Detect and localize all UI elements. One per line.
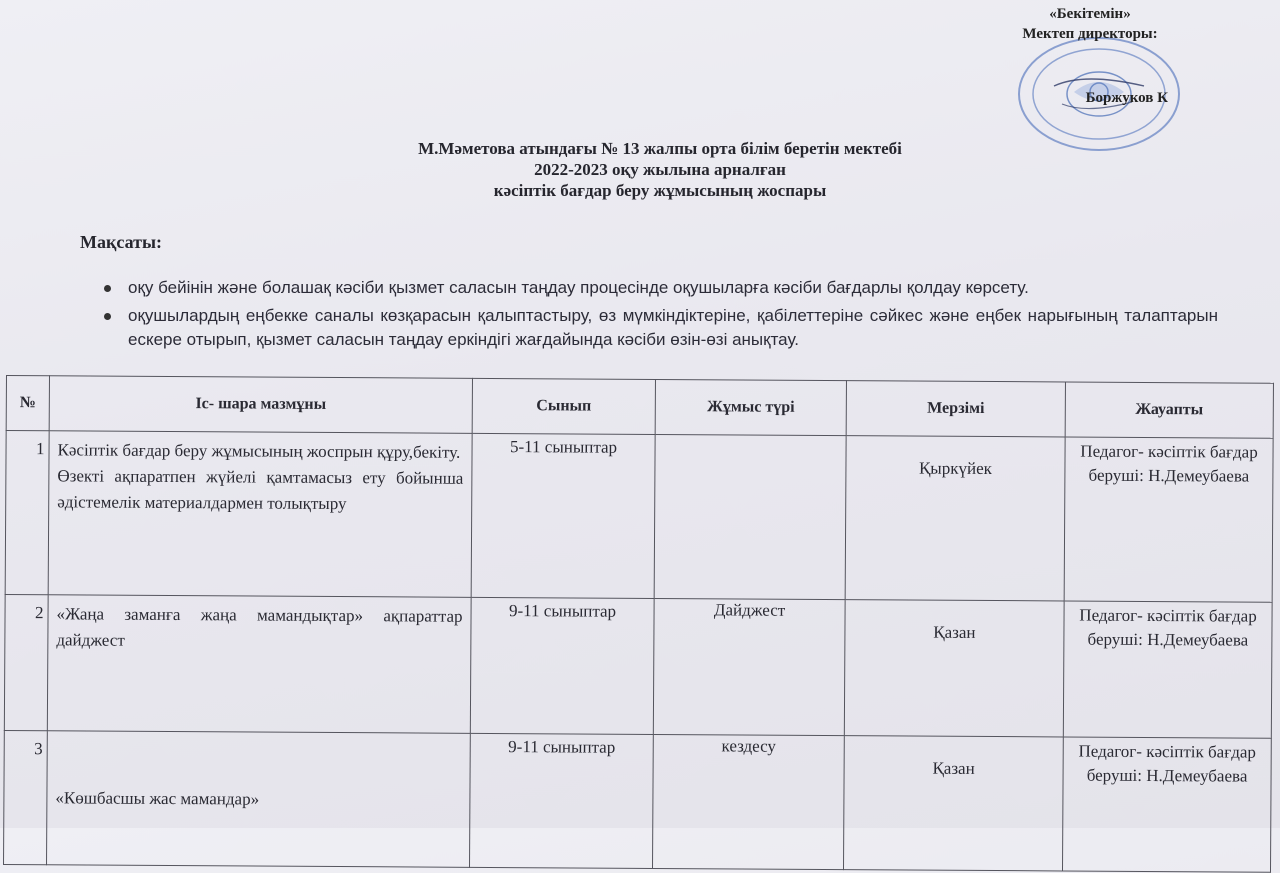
- row-deadline: Қыркүйек: [845, 436, 1065, 601]
- aim-item: оқу бейінін және болашақ кәсіби қызмет саласын таңдау процесінде оқушыларға кәсіби бағдарлы қолдау көрсету.: [98, 276, 1218, 300]
- title-line-school: М.Мәметова атындағы № 13 жалпы орта білім беретін мектебі: [418, 139, 902, 158]
- row-work-type: кездесу: [652, 734, 844, 869]
- row-activity: [47, 731, 471, 868]
- header-responsible: Жауапты: [1065, 382, 1273, 438]
- document-title: [280, 138, 1040, 201]
- table-row: [4, 594, 1272, 738]
- approval-title: «Бекітемін»: [1049, 6, 1131, 22]
- title-line-plan: кәсіптік бағдар беру жұмысының жоспары: [493, 181, 827, 200]
- row-class: 9-11 сыныптар: [470, 733, 654, 868]
- activity-line: Кәсіптік бағдар беру жұмысының жоспрын құру,бекіту.: [57, 440, 461, 462]
- row-responsible: Педагог- кәсіптік бағдар беруші: Н.Демеубаева: [1062, 737, 1271, 872]
- table-header-row: [6, 376, 1273, 439]
- header-work-type: Жұмыс түрі: [655, 379, 846, 435]
- activity-line: Өзекті ақпаратпен жүйелі қамтамасыз ету бойынша әдістемелік материалдармен толықтыру: [57, 466, 464, 514]
- aims-heading: Мақсаты:: [80, 232, 162, 252]
- activity-line: «Жаңа заманға жаңа мамандықтар» ақпараттар дайджест: [56, 604, 463, 650]
- row-activity: [48, 431, 472, 598]
- row-work-type: Дайджест: [653, 598, 845, 735]
- header-number: №: [6, 376, 49, 431]
- row-deadline: Қазан: [844, 600, 1064, 737]
- row-class: 9-11 сыныптар: [470, 597, 654, 734]
- plan-table: [3, 375, 1274, 873]
- row-number: 1: [5, 431, 49, 595]
- approval-block: [990, 4, 1190, 108]
- row-responsible: Педагог- кәсіптік бағдар беруші: Н.Демеубаева: [1063, 601, 1272, 738]
- row-number: 3: [4, 730, 48, 864]
- header-deadline: Мерзімі: [846, 381, 1065, 437]
- header-class: Сынып: [472, 378, 655, 434]
- row-responsible: Педагог- кәсіптік бағдар беруші: Н.Демеубаева: [1064, 437, 1273, 602]
- activity-line: «Көшбасшы жас мамандар»: [55, 787, 260, 809]
- aim-item: оқушылардың еңбекке саналы көзқарасын қалыптастыру, өз мүмкіндіктеріне, қабілеттеріне сәйкес және еңбек нарығының талаптарын ескере отырып, қызмет саласын таңдау еркіндігі жағдайында кәсіби өзін-өзі анықтау.: [98, 304, 1218, 352]
- row-class: 5-11 сыныптар: [471, 433, 655, 598]
- row-activity: [47, 595, 471, 734]
- row-deadline: Қазан: [843, 736, 1063, 871]
- table-row: [4, 730, 1272, 872]
- table-row: [5, 431, 1273, 603]
- header-activity: Іс- шара мазмұны: [49, 376, 472, 434]
- row-number: 2: [4, 594, 48, 730]
- director-signature-name: Боржуков К: [1085, 90, 1168, 106]
- row-work-type: [654, 434, 846, 599]
- title-line-year: 2022-2023 оқу жылына арналған: [534, 160, 786, 179]
- director-label: Мектеп директоры:: [1022, 26, 1158, 42]
- aims-list: [98, 276, 1218, 356]
